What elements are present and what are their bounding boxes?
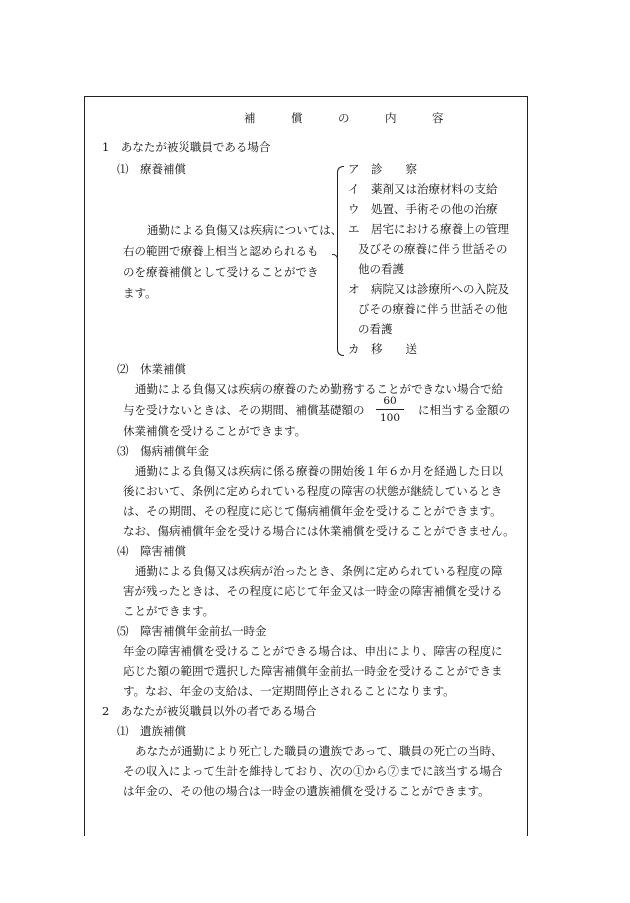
fraction-bar bbox=[376, 409, 404, 410]
medical-line-1: 通勤による負傷又は疾病については、 bbox=[147, 223, 343, 237]
section2-heading: 2 あなたが被災職員以外の者である場合 bbox=[102, 704, 317, 718]
medical-list-o-cont1: びその療養に伴う世話その他 bbox=[358, 302, 508, 316]
medical-list-e: エ 居宅における療養上の管理 bbox=[348, 222, 509, 236]
disability-line-3: ことができます。 bbox=[123, 604, 215, 618]
sickness-heading: ⑶ 傷病補償年金 bbox=[117, 444, 209, 458]
medical-list-e-cont2: 他の看護 bbox=[358, 262, 404, 276]
medical-list-u: ウ 処置、手術その他の治療 bbox=[348, 202, 498, 216]
leave-heading: ⑵ 休業補償 bbox=[117, 362, 186, 376]
fraction-numerator: 60 bbox=[383, 395, 397, 407]
medical-line-3: のを療養補償として受けることができ bbox=[123, 265, 319, 279]
medical-list-o: オ 病院又は診療所への入院及 bbox=[348, 282, 509, 296]
medical-line-4: ます。 bbox=[123, 286, 157, 300]
advance-line-2: 応じた額の範囲で選択した障害補償年金前払一時金を受けることができま bbox=[123, 664, 503, 678]
sickness-line-3: は、その期間、その程度に応じて傷病補償年金を受けることができます。 bbox=[123, 504, 502, 518]
disability-heading: ⑷ 障害補償 bbox=[117, 544, 186, 558]
medical-list-o-cont2: の看護 bbox=[358, 322, 393, 336]
page-title: 補 償 の 内 容 bbox=[244, 111, 456, 125]
brace-left bbox=[337, 166, 344, 356]
survivor-heading: ⑴ 遺族補償 bbox=[117, 724, 186, 738]
medical-line-2: 右の範囲で療養上相当と認められるも bbox=[123, 244, 319, 258]
disability-line-1: 通勤による負傷又は疾病が治ったとき、条例に定められている程度の障 bbox=[135, 564, 503, 578]
medical-list-i: イ 薬剤又は治療材料の支給 bbox=[348, 182, 498, 196]
advance-heading: ⑸ 障害補償年金前払一時金 bbox=[117, 624, 267, 638]
medical-list-e-cont1: 及びその療養に伴う世話その bbox=[358, 242, 508, 256]
advance-line-3: す。なお、年金の支給は、一定期間停止されることになります。 bbox=[123, 684, 455, 698]
medical-list-ka: カ 移 送 bbox=[348, 342, 417, 356]
leave-line-2a: 与を受けないときは、その期間、補償基礎額の bbox=[123, 403, 365, 417]
survivor-line-3: は年金の、その他の場合は一時金の遺族補償を受けることができます。 bbox=[123, 784, 490, 798]
fraction-denominator: 100 bbox=[379, 412, 401, 424]
leave-line-2b: に相当する金額の bbox=[418, 403, 510, 417]
leave-line-1: 通勤による負傷又は疾病の療養のため勤務することができない場合で給 bbox=[135, 382, 503, 396]
sickness-line-2: 後において、条例に定められている程度の障害の状態が継続しているとき bbox=[123, 484, 503, 498]
medical-heading: ⑴ 療養補償 bbox=[117, 162, 186, 176]
disability-line-2: 害が残ったときは、その程度に応じて年金又は一時金の障害補償を受ける bbox=[123, 584, 503, 598]
sickness-line-4: なお、傷病補償年金を受ける場合には休業補償を受けることができません。 bbox=[123, 524, 515, 538]
medical-list-a: ア 診 察 bbox=[348, 162, 417, 176]
sickness-line-1: 通勤による負傷又は疾病に係る療養の開始後１年６か月を経過した日以 bbox=[135, 464, 503, 478]
section1-heading: 1 あなたが被災職員である場合 bbox=[102, 140, 271, 154]
survivor-line-2: その収入によって生計を維持しており、次の①から⑦までに該当する場合 bbox=[123, 764, 503, 778]
advance-line-1: 年金の障害補償を受けることができる場合は、申出により、障害の程度に bbox=[123, 644, 503, 658]
survivor-line-1: あなたが通勤により死亡した職員の遺族であって、職員の死亡の当時、 bbox=[135, 744, 503, 758]
leave-line-3: 休業補償を受けることができます。 bbox=[123, 424, 307, 438]
